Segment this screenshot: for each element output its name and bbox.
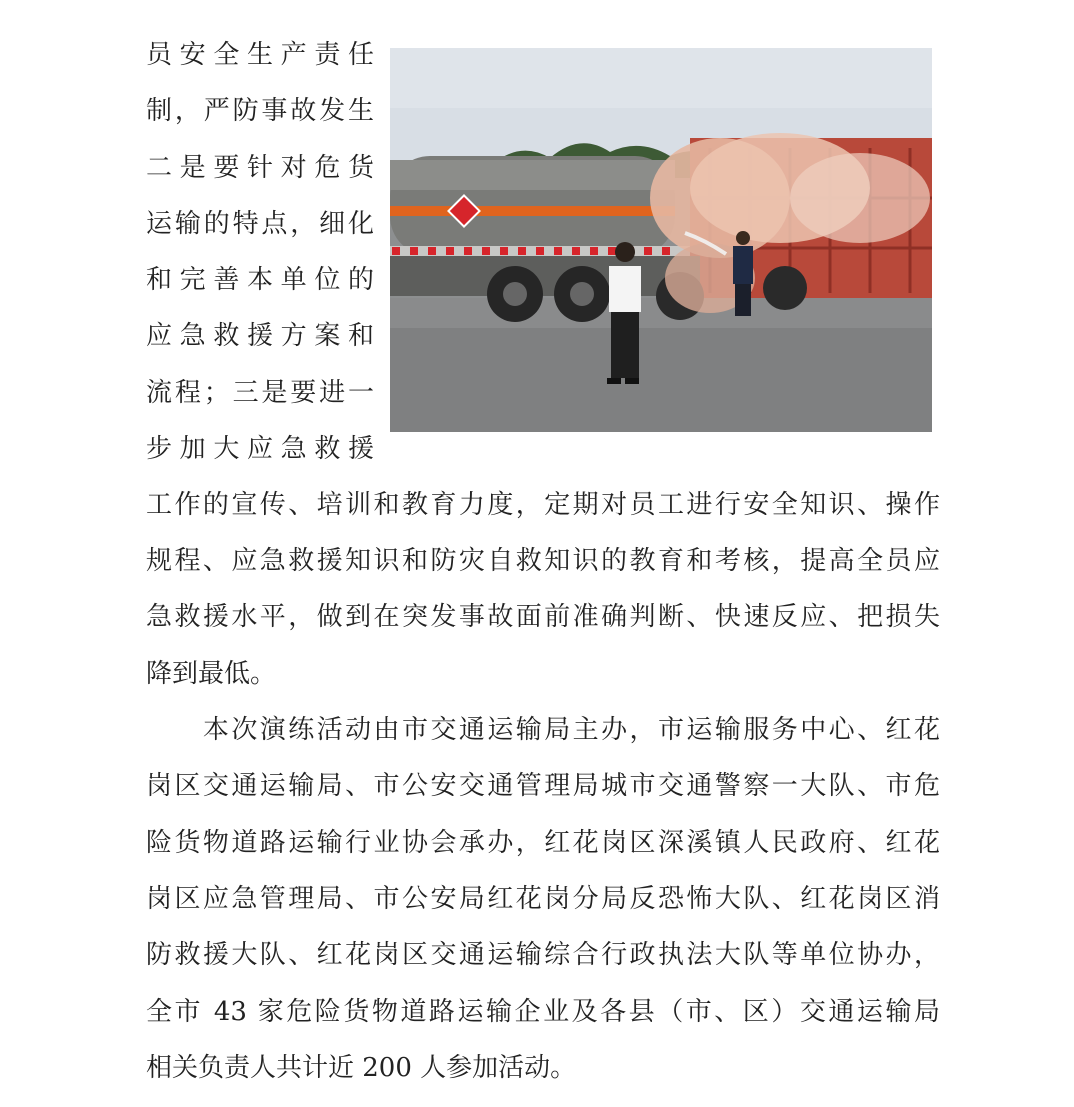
text-line: 岗区应急管理局、市公安局红花岗分局反恐怖大队、红花岗区消	[146, 884, 940, 914]
drill-photo	[390, 48, 932, 432]
text-line: 岗区交通运输局、市公安交通管理局城市交通警察一大队、市危	[146, 771, 940, 801]
text-line: 员安全生产责任	[146, 40, 374, 70]
text-line: 流程；三是要进一	[146, 378, 374, 408]
text-line: 步加大应急救援	[146, 434, 374, 464]
text-line: 全市 43 家危险货物道路运输企业及各县（市、区）交通运输局	[146, 997, 940, 1027]
text-line: 制，严防事故发生	[146, 96, 374, 126]
text-line: 降到最低。	[146, 659, 277, 689]
text-line: 险货物道路运输行业协会承办，红花岗区深溪镇人民政府、红花	[146, 828, 940, 858]
text-line: 和完善本单位的	[146, 265, 374, 295]
text-line: 工作的宣传、培训和教育力度，定期对员工进行安全知识、操作	[146, 490, 940, 520]
text-line: 本次演练活动由市交通运输局主办，市运输服务中心、红花	[146, 715, 940, 745]
text-line: 运输的特点，细化	[146, 209, 374, 239]
text-line: 应急救援方案和	[146, 321, 374, 351]
text-line: 规程、应急救援知识和防灾自救知识的教育和考核，提高全员应	[146, 546, 940, 576]
text-line: 二是要针对危货	[146, 153, 374, 183]
text-line: 防救援大队、红花岗区交通运输综合行政执法大队等单位协办，	[146, 940, 940, 970]
text-line: 相关负责人共计近 200 人参加活动。	[146, 1053, 577, 1083]
text-line: 急救援水平，做到在突发事故面前准确判断、快速反应、把损失	[146, 602, 940, 632]
tanker-fire-drill-image	[390, 48, 932, 432]
